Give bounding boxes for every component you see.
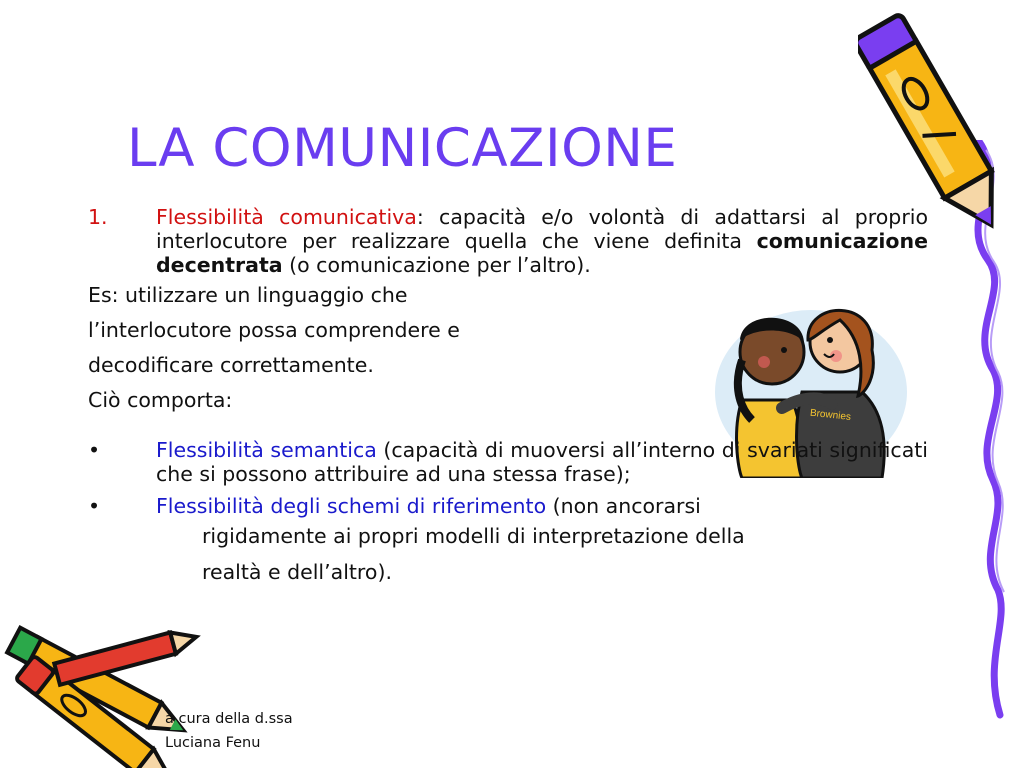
item-text-b: (o comunicazione per l’altro). xyxy=(282,253,591,278)
numbered-item xyxy=(88,205,928,278)
bullet-item xyxy=(88,494,928,518)
bullet-term: Flessibilità semantica xyxy=(156,437,377,462)
bullet-continuation: realtà e dell’altro). xyxy=(202,560,392,585)
footer-credit xyxy=(165,707,293,755)
item-number: 1. xyxy=(88,205,108,229)
brownies-badge: Brownies xyxy=(809,407,852,423)
item-emphasis: comunicazione decentrata xyxy=(156,229,928,278)
example-line: Ciò comporta: xyxy=(88,387,233,412)
bullet-continuation: rigidamente ai propri modelli di interpretazione della xyxy=(202,524,745,549)
bullet-text: (non ancorarsi xyxy=(546,493,701,518)
footer-line: Luciana Fenu xyxy=(165,735,261,751)
bullet-marker: • xyxy=(88,493,101,518)
bullet-text: (capacità di muoversi all’interno di svariati significati che si possono attribuire ad una stessa frase); xyxy=(156,437,928,486)
item-colon: : xyxy=(416,205,424,229)
example-line: l’interlocutore possa comprendere e xyxy=(88,317,460,342)
slide-body xyxy=(88,205,928,590)
example-line: Es: utilizzare un linguaggio che xyxy=(88,282,408,307)
bullet-term: Flessibilità degli schemi di riferimento xyxy=(156,493,547,518)
page-title: LA COMUNICAZIONE xyxy=(127,118,678,179)
bullet-item xyxy=(88,438,928,486)
footer-line: a cura della d.ssa xyxy=(165,711,293,727)
item-term: Flessibilità comunicativa xyxy=(156,205,417,229)
bullet-marker: • xyxy=(88,437,101,462)
example-line: decodificare correttamente. xyxy=(88,352,374,377)
item-text-a: capacità e/o volontà di adattarsi al proprio interlocutore per realizzare quella che viene definita xyxy=(156,205,928,254)
spacer xyxy=(88,418,928,438)
